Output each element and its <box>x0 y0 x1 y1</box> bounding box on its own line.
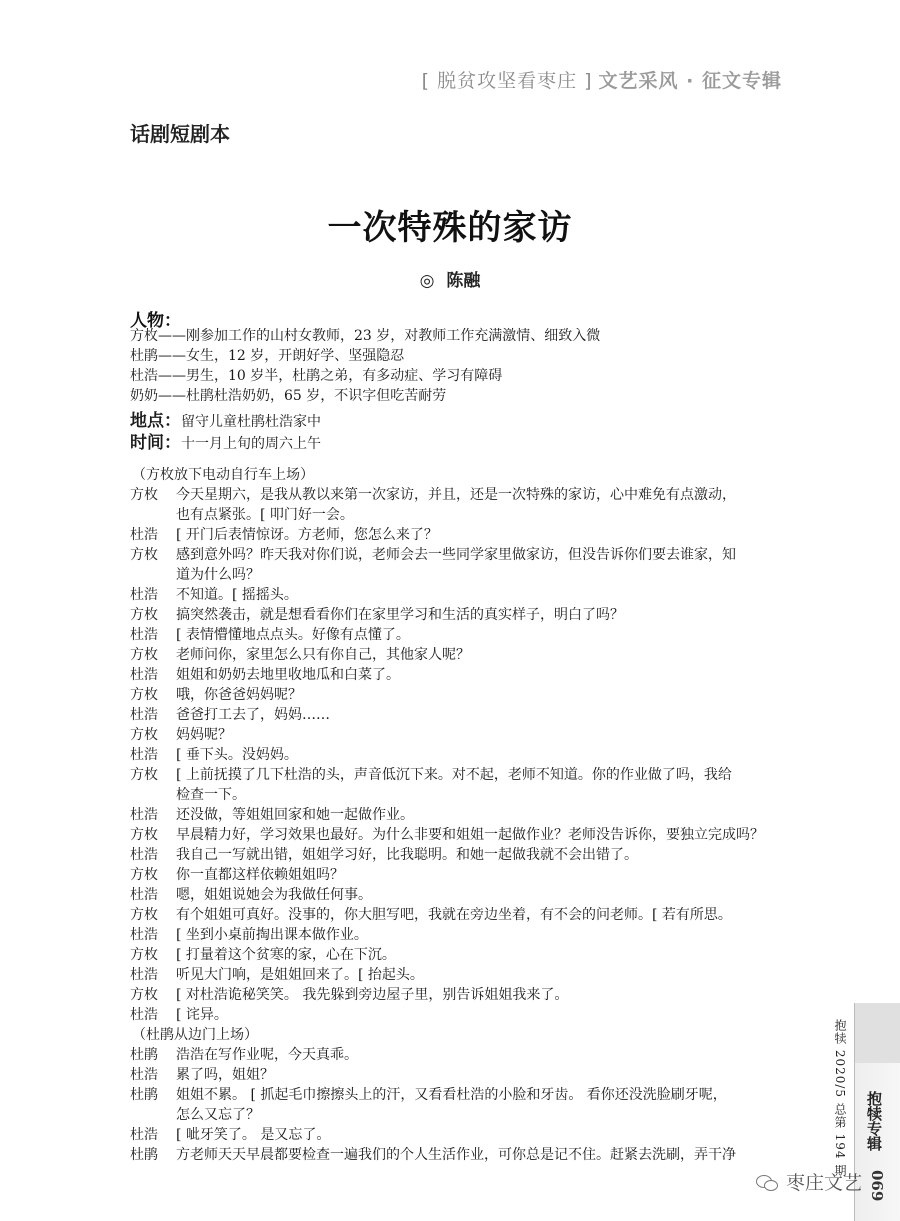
dialogue-line <box>130 785 782 805</box>
speaker-name: 杜浩 <box>130 747 158 763</box>
dialogue-text: 爸爸打工去了，妈妈…… <box>176 707 330 723</box>
dialogue-text: 听见大门响，是姐姐回来了。[ 抬起头。 <box>176 967 424 983</box>
wechat-icon <box>756 1173 778 1191</box>
dialogue-line <box>130 1045 782 1065</box>
dialogue-line <box>130 945 782 965</box>
character-line: 方枚——刚参加工作的山村女教师，23 岁，对教师工作充满激情、细致入微 <box>130 328 601 344</box>
speaker-name: 方枚 <box>130 727 158 743</box>
character-line: 杜浩——男生，10 岁半，杜鹃之弟，有多动症、学习有障碍 <box>130 368 503 384</box>
speaker-name: 杜浩 <box>130 667 158 683</box>
place-value: 留守儿童杜鹃杜浩家中 <box>181 414 321 430</box>
dialogue-text: 不知道。[ 摇摇头。 <box>176 587 298 603</box>
dialogue-line <box>130 725 782 745</box>
dialogue-line <box>130 865 782 885</box>
dialogue-line <box>130 965 782 985</box>
dialogue-line <box>130 685 782 705</box>
dialogue-text: 你一直都这样依赖姐姐吗？ <box>176 867 344 883</box>
dialogue-line <box>130 765 782 785</box>
dialogue-line <box>130 1005 782 1025</box>
speaker-name: 杜浩 <box>130 1127 158 1143</box>
speaker-name: 杜鹃 <box>130 1047 158 1063</box>
author-line <box>0 266 900 291</box>
header-series: [ 脱贫攻坚看枣庄 ] <box>421 70 593 92</box>
speaker-name: 方枚 <box>130 987 158 1003</box>
article-title: 一次特殊的家访 <box>327 208 573 248</box>
character-line: 杜鹃——女生，12 岁，开朗好学、坚强隐忍 <box>130 348 405 364</box>
dialogue-text: 还没做，等姐姐回家和她一起做作业。 <box>176 807 414 823</box>
speaker-name: 方枚 <box>130 767 158 783</box>
speaker-name: 方枚 <box>130 947 158 963</box>
dialogue-line <box>130 565 782 585</box>
dialogue-text: 有个姐姐可真好。没事的，你大胆写吧，我就在旁边坐着，有不会的问老师。[ 若有所思。 <box>176 907 732 923</box>
dialogue-text: 妈妈呢？ <box>176 727 232 743</box>
speaker-name <box>130 1105 176 1125</box>
dialogue-line <box>130 885 782 905</box>
watermark-text: 枣庄文艺 <box>786 1172 863 1194</box>
watermark <box>756 1168 862 1195</box>
dialogue-line <box>130 605 782 625</box>
dialogue-line <box>130 1085 782 1105</box>
speaker-name <box>130 565 176 585</box>
dialogue-line <box>130 745 782 765</box>
dialogue-line <box>130 625 782 645</box>
place-label: 地点： <box>130 411 181 431</box>
dialogue-text: [ 对杜浩诡秘笑笑。 我先躲到旁边屋子里，别告诉姐姐我来了。 <box>176 987 569 1003</box>
dialogue-text: 浩浩在写作业呢，今天真乖。 <box>176 1047 358 1063</box>
dialogue-text: [ 坐到小桌前掏出课本做作业。 <box>176 927 368 943</box>
speaker-name: 杜浩 <box>130 887 158 903</box>
speaker-name: 方枚 <box>130 867 158 883</box>
genre-label: 话剧短剧本 <box>130 122 230 146</box>
dialogue-text: 也有点紧张。[ 叩门好一会。 <box>176 507 354 523</box>
speaker-name: 杜浩 <box>130 587 158 603</box>
dialogue-text: 检查一下。 <box>176 787 246 803</box>
page-header <box>422 66 782 93</box>
speaker-name: 杜浩 <box>130 627 158 643</box>
dialogue-line <box>130 545 782 565</box>
dialogue-text: [ 表情懵懂地点点头。好像有点懂了。 <box>176 627 410 643</box>
column-name: 抱犊专辑 <box>865 1091 883 1151</box>
issue-info: 抱犊 2020/5 总第 194 期 <box>833 1019 847 1178</box>
page-number: 069 <box>868 1170 886 1202</box>
speaker-name: 方枚 <box>130 607 158 623</box>
dialogue-line <box>130 1125 782 1145</box>
dialogue-text: 道为什么吗？ <box>176 567 260 583</box>
dialogue-text: 哦，你爸爸妈妈呢？ <box>176 687 302 703</box>
dialogue-line <box>130 1105 782 1125</box>
dialogue-text: [ 打量着这个贫寒的家，心在下沉。 <box>176 947 396 963</box>
time-label: 时间： <box>130 433 181 453</box>
speaker-name: 杜鹃 <box>130 1147 158 1163</box>
dialogue-line <box>130 1065 782 1085</box>
dialogue-line <box>130 525 782 545</box>
speaker-name: 方枚 <box>130 687 158 703</box>
speaker-name: 杜浩 <box>130 1067 158 1083</box>
time-line <box>130 428 321 453</box>
speaker-name: 方枚 <box>130 547 158 563</box>
speaker-name: 方枚 <box>130 907 158 923</box>
speaker-name: 杜浩 <box>130 707 158 723</box>
dialogue-text: [ 诧异。 <box>176 1007 228 1023</box>
dialogue-text: 今天星期六，是我从教以来第一次家访，并且，还是一次特殊的家访，心中难免有点激动， <box>176 487 736 503</box>
dialogue-text: [ 上前抚摸了几下杜浩的头，声音低沉下来。对不起，老师不知道。你的作业做了吗，我给 <box>176 767 732 783</box>
dialogue-text: [ 开门后表情惊讶。方老师，您怎么来了？ <box>176 527 438 543</box>
dialogue-line <box>130 905 782 925</box>
dialogue-line <box>130 845 782 865</box>
dialogue-text: 嗯，姐姐说她会为我做任何事。 <box>176 887 372 903</box>
dialogue-text: 老师问你，家里怎么只有你自己，其他家人呢？ <box>176 647 470 663</box>
speaker-name: 杜鹃 <box>130 1087 158 1103</box>
dialogue-text: [ 呲牙笑了。 是又忘了。 <box>176 1127 331 1143</box>
speaker-name: 方枚 <box>130 487 158 503</box>
stage-direction: （方枚放下电动自行车上场） <box>132 467 314 483</box>
dialogue-line <box>130 925 782 945</box>
speaker-name: 杜浩 <box>130 1007 158 1023</box>
dialogue-text: 方老师天天早晨都要检查一遍我们的个人生活作业，可你总是记不住。赶紧去洗刷，弄干净 <box>176 1147 736 1163</box>
dialogue-text: 感到意外吗？昨天我对你们说，老师会去一些同学家里做家访，但没告诉你们要去谁家，知 <box>176 547 736 563</box>
dialogue-text: 姐姐不累。 [ 抓起毛巾擦擦头上的汗，又看看杜浩的小脸和牙齿。 看你还没洗脸刷牙呢， <box>176 1087 727 1103</box>
dialogue-text: 姐姐和奶奶去地里收地瓜和白菜了。 <box>176 667 400 683</box>
speaker-name: 杜浩 <box>130 527 158 543</box>
speaker-name <box>130 785 176 805</box>
script-body <box>130 465 782 1165</box>
dialogue-line <box>130 985 782 1005</box>
characters-heading: 人物： <box>130 311 181 331</box>
speaker-name: 杜浩 <box>130 967 158 983</box>
dialogue-text: 早晨精力好，学习效果也最好。为什么非要和姐姐一起做作业？老师没告诉你，要独立完成吗？ <box>176 827 764 843</box>
dialogue-line <box>130 485 782 505</box>
dialogue-line <box>130 505 782 525</box>
dialogue-text: 搞突然袭击，就是想看看你们在家里学习和生活的真实样子，明白了吗？ <box>176 607 624 623</box>
dialogue-text: 怎么又忘了？ <box>176 1107 260 1123</box>
speaker-name: 方枚 <box>130 647 158 663</box>
header-column: 文艺采风 · 征文专辑 <box>598 70 782 92</box>
dialogue-text: 我自己一写就出错，姐姐学习好，比我聪明。和她一起做我就不会出错了。 <box>176 847 638 863</box>
dialogue-line <box>130 825 782 845</box>
speaker-name: 方枚 <box>130 827 158 843</box>
dialogue-line <box>130 805 782 825</box>
stage-direction: （杜鹃从边门上场） <box>132 1027 258 1043</box>
dialogue-line <box>130 705 782 725</box>
dialogue-line <box>130 585 782 605</box>
speaker-name: 杜浩 <box>130 807 158 823</box>
dialogue-line <box>130 645 782 665</box>
author-mark: ◎ <box>419 271 435 291</box>
character-line: 奶奶——杜鹃杜浩奶奶，65 岁，不识字但吃苦耐劳 <box>130 388 447 404</box>
dialogue-line <box>130 665 782 685</box>
author-name: 陈融 <box>446 271 481 291</box>
dialogue-text: 累了吗，姐姐？ <box>176 1067 274 1083</box>
speaker-name <box>130 505 176 525</box>
dialogue-line <box>130 1145 782 1165</box>
dialogue-text: [ 垂下头。没妈妈。 <box>176 747 298 763</box>
time-value: 十一月上旬的周六上午 <box>181 436 321 452</box>
speaker-name: 杜浩 <box>130 847 158 863</box>
speaker-name: 杜浩 <box>130 927 158 943</box>
